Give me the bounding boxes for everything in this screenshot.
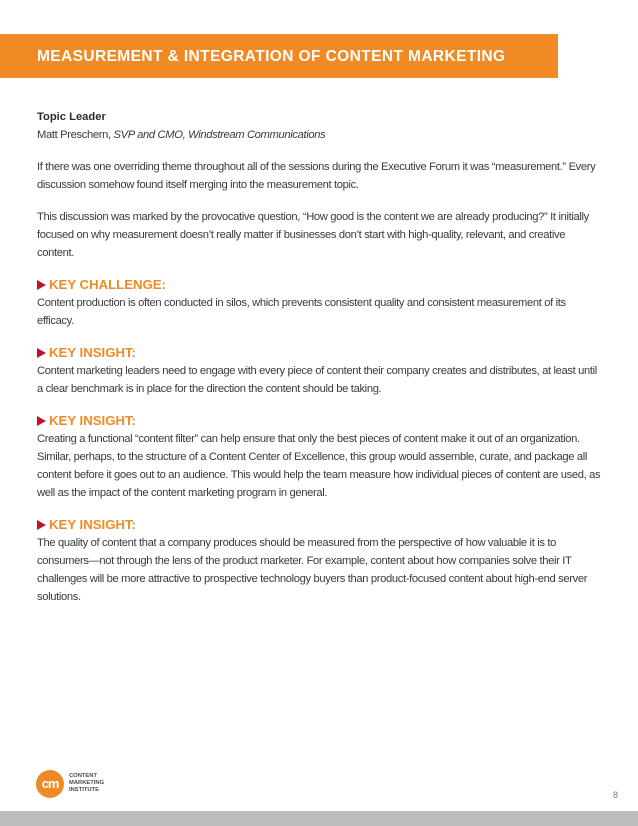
logo-line: MARKETING xyxy=(69,780,105,786)
logo-line: INSTITUTE xyxy=(69,787,99,793)
key-challenge-section xyxy=(37,276,603,330)
section-heading-text: KEY INSIGHT: xyxy=(49,345,136,360)
section-body: The quality of content that a company produces should be measured from the perspective of how valuable it is to consumers—not through the lens of the product marketer. For example, content about how companies solve their IT challenges will be more attractive to prospective technology buyers than product-focused content about high-end server solutions. xyxy=(37,537,588,603)
arrow-right-icon xyxy=(37,520,46,530)
section-body: Creating a functional “content filter” can help ensure that only the best pieces of content make it out of an organization. Similar, perhaps, to the structure of a Content Center of Excellence, this group would assemble, curate, and package all content before it goes out to an audience. This would help the team measure how individual pieces of content are used, as well as the impact of the content marketing program in general. xyxy=(37,433,601,499)
topic-leader-label: Topic Leader xyxy=(37,111,106,123)
document-body xyxy=(37,108,603,606)
section-heading-text: KEY INSIGHT: xyxy=(49,413,136,428)
section-heading-text: KEY INSIGHT: xyxy=(49,517,136,532)
cmi-logo-text xyxy=(69,773,129,794)
arrow-right-icon xyxy=(37,280,46,290)
topic-leader-name: Matt Preschern, xyxy=(37,129,111,141)
cmi-logo-mark: cm xyxy=(36,770,64,798)
logo-line: CONTENT xyxy=(69,773,98,779)
key-insight-section xyxy=(37,412,603,502)
footer-band xyxy=(0,811,638,826)
section-heading xyxy=(37,412,603,430)
discussion-paragraph: This discussion was marked by the provocative question, “How good is the content we are already producing?” It initially focused on why measurement doesn’t really matter if businesses don’t start with high-quality, relevant, and creative content. xyxy=(37,211,589,259)
section-body: Content production is often conducted in silos, which prevents consistent quality and consistent measurement of its efficacy. xyxy=(37,297,566,327)
page-number: 8 xyxy=(612,790,618,800)
topic-leader-role: SVP and CMO, Windstream Communications xyxy=(113,129,326,141)
topic-leader-line xyxy=(37,126,603,144)
key-insight-section xyxy=(37,516,603,606)
section-heading xyxy=(37,276,603,294)
arrow-right-icon xyxy=(37,348,46,358)
section-heading xyxy=(37,344,603,362)
section-body: Content marketing leaders need to engage with every piece of content their company creates and distributes, at least until a clear benchmark is in place for the direction the content should be taking. xyxy=(37,365,597,395)
key-insight-section xyxy=(37,344,603,398)
page-title: MEASUREMENT & INTEGRATION OF CONTENT MARKETING xyxy=(37,48,506,65)
arrow-right-icon xyxy=(37,416,46,426)
intro-paragraph: If there was one overriding theme throughout all of the sessions during the Executive Forum it was “measurement.” Every discussion somehow found itself merging into the measurement topic. xyxy=(37,161,596,191)
section-heading xyxy=(37,516,603,534)
section-heading-text: KEY CHALLENGE: xyxy=(49,277,166,292)
